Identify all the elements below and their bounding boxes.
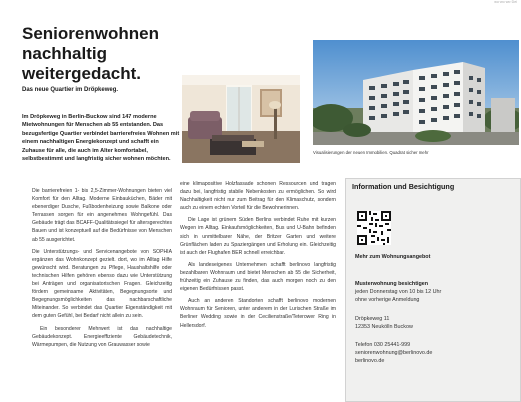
paragraph: Als landeseigenes Unternehmen schafft berlinovo langfristig bezahlbaren Wohnraum und bietet Menschen ab 55 die Sicherheit, frühzeitig ein Zuhause zu finden, das auch morgen noch zu den eigenen Bedürfnissen passt. [180, 261, 336, 293]
watermark: wo·wo·wo·Dei [494, 0, 517, 4]
contact [355, 341, 432, 366]
paragraph: eine klimapositive Holzfassade schonen Ressourcen und tragen dazu bei, langfristig stabile Nebenkosten zu ermöglichen. So wird Nachhaltigkeit nicht nur zum Beitrag für den Klimaschutz, sondern auch zu einem echten Vorteil für die Bewohnerinnen. [180, 181, 336, 212]
headline-line-2: nachhaltig [22, 44, 108, 63]
viewing-line: jeden Donnerstag von 10 bis 12 Uhr [355, 289, 442, 296]
body-column-2 [180, 180, 336, 334]
address-line: 12353 Neukölln Buckow [355, 324, 413, 331]
body-column-1 [32, 187, 172, 353]
paragraph: Die barrierefreien 1- bis 2,5-Zimmer-Wohnungen bieten viel Komfort für den Alltag. Moderne Einbauküchen, Bäder mit ebenerdiger Dusche, Fußbodenheizung sowie Balkone oder Terrassen sorgen für ein angenehmes Wohngefühl. Das Gebäude trägt das BCAFF-Qualitätssiegel für altersgerechtes Bauen und ist konzeptuell auf die Bedürfnisse von Menschen ab 55 ausgerichtet. [32, 188, 172, 243]
headline-line-1: Seniorenwohnen [22, 24, 159, 43]
phone: Telefon 030 25441-999 [355, 342, 411, 348]
photo-caption: Visualisierungen der neuen Immobilien. Quadrat sicher mehr [313, 150, 429, 155]
viewing-line: ohne vorherige Anmeldung [355, 297, 420, 304]
interior-photo [182, 75, 300, 163]
address-line: Dröpkeweg 11 [355, 316, 390, 322]
address [355, 315, 413, 331]
qr-label: Mehr zum Wohnungsangebot [355, 254, 431, 260]
paragraph: Die Unterstützungs- und Servicenangebote von SOPHIA ergänzen das Wohnkonzept gezielt. dort, wo im Alltag Hilfe gewünscht wird. Beratungen zu Pflege, Haushaltshilfe oder technischen Hilfen gehören ebenso dazu wie Unterstützung bei Anträgen und organisatorischen Fragen. Gleichzeitig fördern gemeinsame Aktivitäten, Begegnungsorte und Begegnungsmöglichkeiten das nachbarschaftliche Miteinander. So verbindet das Quartier Eigenständigkeit mit dem guten Gefühl, bei Bedarf nicht allein zu sein. [32, 248, 172, 320]
headline [22, 24, 182, 84]
qr-code[interactable] [357, 211, 391, 245]
paragraph: Die Lage ist grünem Süden Berlins verbindet Ruhe mit kurzen Wegen im Alltag. Einkaufsmöglichkeiten, Bus und U-Bahn befinden sich in unmittelbarer Nähe, der Britzer Garten und weitere Grünflächen laden zu Spaziergängen und Erholung ein. Gleichzeitig ist auch der Flughafen BER schnell erreichbar. [180, 217, 336, 256]
website-link[interactable]: berlinovo.de [355, 358, 385, 365]
intro-paragraph: Im Dröpkeweg in Berlin-Buckow sind 147 moderne Mietwohnungen für Menschen ab 55 entstanden. Das bezugsfertige Quartier verbindet barrierefreies Wohnen mit einem nachhaltigen Energiekonzept und schafft ein Zuhause für alle, die auch im Alter komfortabel, selbstbestimmt und langfristig sicher wohnen möchten. [22, 114, 180, 163]
building-photo [313, 40, 519, 145]
subtitle: Das neue Quartier im Dröpkeweg. [22, 87, 119, 93]
viewing-heading: Musterwohnung besichtigen [355, 281, 429, 287]
paragraph: Ein besonderer Mehrwert ist das nachhaltige Gebäudekonzept. Energieeffiziente Gebäudetechnik, Wärmepumpen, die Nutzung von Grauwasser sowie [32, 325, 172, 348]
email-link[interactable]: seniorenwohnung@berlinovo.de [355, 350, 433, 357]
viewing-info [355, 280, 441, 305]
headline-line-3: weitergedacht. [22, 64, 142, 83]
info-box-title: Information und Besichtigung [352, 182, 455, 191]
paragraph: Auch an anderen Standorten schafft berlinovo modernen Wohnraum für Senioren, unter anderem in der Lurischen Straße im Berliner Wedding sowie in der Cecilienstraße/Teterower Ring in Hellersdorf. [180, 298, 336, 329]
